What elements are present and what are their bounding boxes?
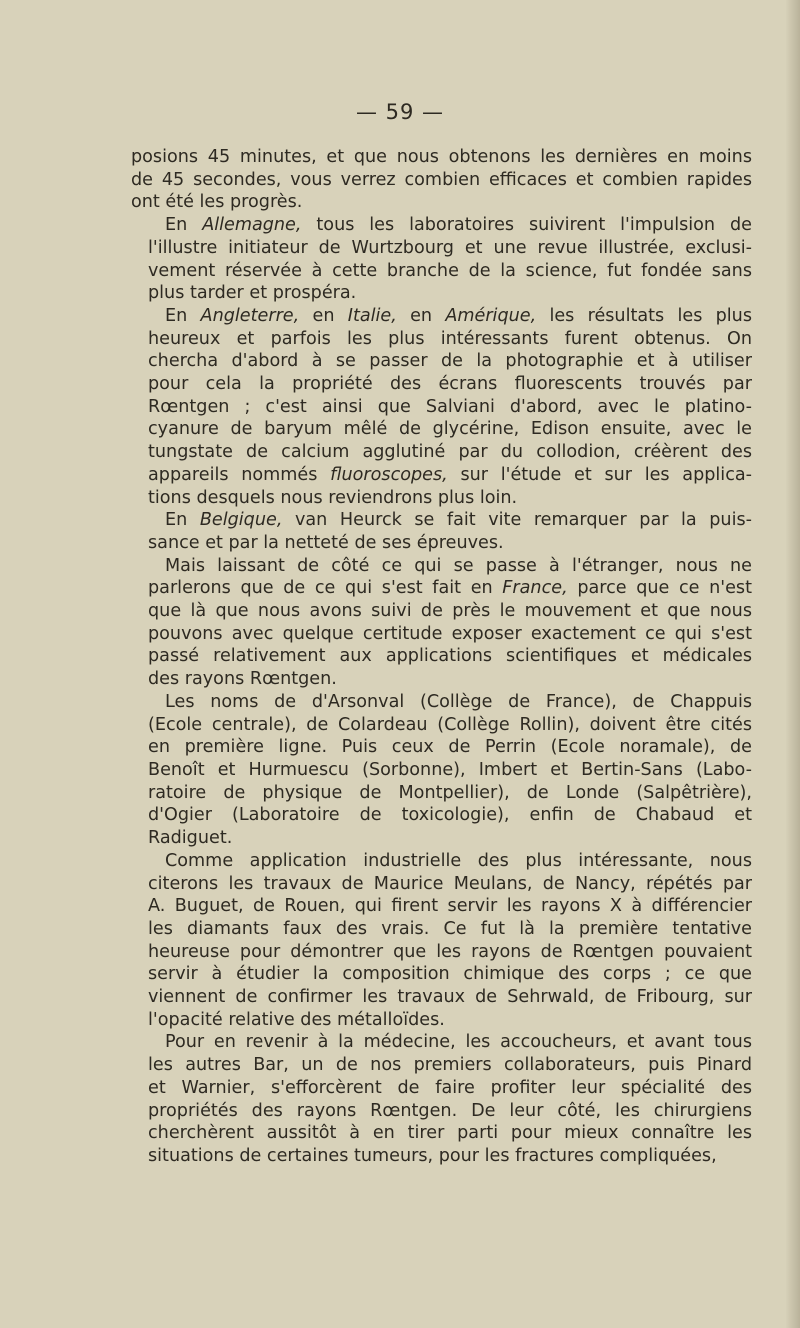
text-line: les autres Bar, un de nos premiers collaborateurs, puis Pinard [148,1055,752,1076]
text-line: Les noms de d'Arsonval (Collège de France), de Chappuis [165,691,752,712]
text-line: ratoire de physique de Montpellier), de Londe (Salpêtrière), [148,782,752,803]
page-edge [786,0,800,1328]
text-line: les diamants faux des vrais. Ce fut là la première tentative [148,918,752,939]
text-line: appareils nommés fluoroscopes, sur l'étude et sur les applica- [148,464,753,485]
paragraph [131,1031,752,1167]
text-line: de 45 secondes, vous verrez combien efficaces et combien rapides [131,169,752,190]
text-line: que là que nous avons suivi de près le mouvement et que nous [148,601,752,622]
text-line: propriétés des rayons Rœntgen. De leur côté, les chirurgiens [148,1100,752,1121]
paragraph [131,555,752,691]
text-line: situations de certaines tumeurs, pour les fractures compliquées, [148,1145,717,1166]
text-line: l'illustre initiateur de Wurtzbourg et une revue illustrée, exclusi- [148,237,752,258]
text-line: heureuse pour démontrer que les rayons de Rœntgen pouvaient [148,941,752,962]
paragraph [131,146,752,214]
text-line: ont été les progrès. [131,192,303,213]
text-line: En Allemagne, tous les laboratoires suivirent l'impulsion de [165,215,752,236]
text-line: (Ecole centrale), de Colardeau (Collège Rollin), doivent être cités [148,714,752,735]
text-line: Radiguet. [148,828,233,849]
text-line: En Belgique, van Heurck se fait vite remarquer par la puis- [165,510,752,531]
page-number: — 59 — [355,100,445,124]
text-line: viennent de confirmer les travaux de Sehrwald, de Fribourg, sur [148,987,752,1008]
text-line: vement réservée à cette branche de la science, fut fondée sans [148,260,752,281]
text-line: A. Buguet, de Rouen, qui firent servir les rayons X à différencier [148,896,752,917]
text-line: des rayons Rœntgen. [148,669,337,690]
text-line: citerons les travaux de Maurice Meulans, de Nancy, répétés par [148,873,752,894]
text-line: d'Ogier (Laboratoire de toxicologie), enfin de Chabaud et [148,805,752,826]
text-line: pouvons avec quelque certitude exposer exactement ce qui s'est [148,623,752,644]
text-line: sance et par la netteté de ses épreuves. [148,532,504,553]
paragraph [131,850,752,1032]
text-line: parlerons que de ce qui s'est fait en France, parce que ce n'est [148,578,752,599]
text-line: cherchèrent aussitôt à en tirer parti pour mieux connaître les [148,1123,752,1144]
text-line: et Warnier, s'efforcèrent de faire profiter leur spécialité des [148,1077,752,1098]
text-line: Rœntgen ; c'est ainsi que Salviani d'abord, avec le platino- [148,396,752,417]
text-line: heureux et parfois les plus intéressants furent obtenus. On [148,328,752,349]
text-line: plus tarder et prospéra. [148,283,357,304]
body-text [131,146,752,1168]
text-line: en première ligne. Puis ceux de Perrin (Ecole noramale), de [148,737,752,758]
text-line: tungstate de calcium agglutiné par du collodion, créèrent des [148,442,752,463]
text-line: posions 45 minutes, et que nous obtenons les dernières en moins [131,147,752,167]
text-line: Comme application industrielle des plus intéressante, nous [165,850,752,871]
text-line: l'opacité relative des métalloïdes. [148,1009,445,1030]
text-line: passé relativement aux applications scientifiques et médicales [148,646,752,667]
paragraph [131,214,752,305]
text-line: chercha d'abord à se passer de la photographie et à utiliser [148,351,752,372]
text-line: Pour en revenir à la médecine, les accoucheurs, et avant tous [165,1032,752,1053]
text-line: cyanure de baryum mêlé de glycérine, Edison ensuite, avec le [148,419,752,440]
text-line: tions desquels nous reviendrons plus loin. [148,487,518,508]
text-line: pour cela la propriété des écrans fluorescents trouvés par [148,374,752,395]
paragraph [131,691,752,850]
text-line: En Angleterre, en Italie, en Amérique, les résultats les plus [165,305,752,326]
paragraph [131,305,752,509]
text-line: Mais laissant de côté ce qui se passe à l'étranger, nous ne [165,555,752,576]
text-line: Benoît et Hurmuescu (Sorbonne), Imbert et Bertin-Sans (Labo- [148,759,752,780]
text-line: servir à étudier la composition chimique des corps ; ce que [148,964,752,985]
paragraph [131,509,752,554]
